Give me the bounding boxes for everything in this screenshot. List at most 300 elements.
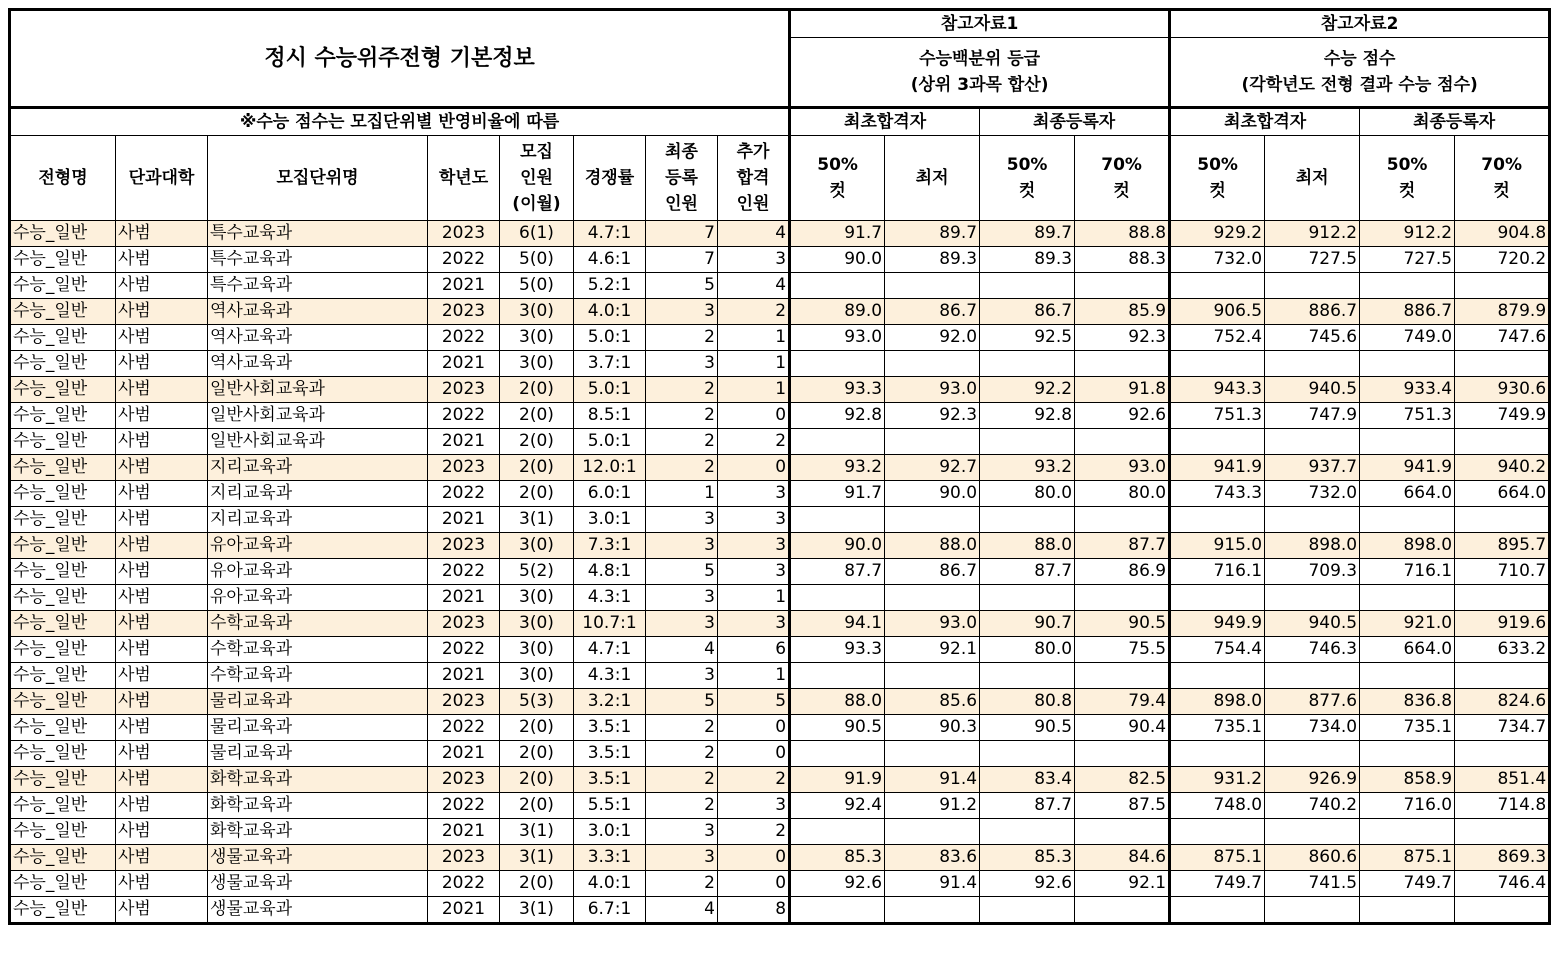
cell-ref1-first-50: 91.7	[790, 481, 885, 507]
cell-ref2-first-50	[1170, 897, 1265, 924]
cell-additional: 5	[718, 689, 790, 715]
cell-ref2-first-min: 937.7	[1265, 455, 1360, 481]
cell-ref2-final-50: 751.3	[1360, 403, 1455, 429]
cell-quota: 5(0)	[500, 273, 574, 299]
cell-college: 사범	[116, 793, 208, 819]
cell-registered: 7	[646, 221, 718, 247]
cell-ref1-final-50: 80.8	[980, 689, 1075, 715]
cell-type: 수능_일반	[10, 481, 116, 507]
cell-ref1-final-50: 90.5	[980, 715, 1075, 741]
table-row	[10, 481, 1550, 507]
cell-unit: 물리교육과	[208, 689, 428, 715]
cell-ref2-final-50	[1360, 663, 1455, 689]
cell-college: 사범	[116, 481, 208, 507]
table-row	[10, 741, 1550, 767]
cell-additional: 6	[718, 637, 790, 663]
cell-year: 2022	[428, 715, 500, 741]
cell-additional: 8	[718, 897, 790, 924]
cell-ref2-final-70: 747.6	[1455, 325, 1550, 351]
cell-ref1-final-50: 93.2	[980, 455, 1075, 481]
cell-ref2-first-min: 740.2	[1265, 793, 1360, 819]
cell-ref2-first-min: 732.0	[1265, 481, 1360, 507]
cell-ref1-final-50: 92.2	[980, 377, 1075, 403]
cell-ref1-final-70: 93.0	[1075, 455, 1170, 481]
table-row	[10, 845, 1550, 871]
cell-ref1-first-min: 91.2	[885, 793, 980, 819]
cell-ref2-first-50	[1170, 663, 1265, 689]
cell-ref2-first-min: 912.2	[1265, 221, 1360, 247]
cell-ref1-first-min	[885, 741, 980, 767]
cell-type: 수능_일반	[10, 429, 116, 455]
cell-ref2-final-50: 875.1	[1360, 845, 1455, 871]
cell-type: 수능_일반	[10, 871, 116, 897]
cell-college: 사범	[116, 247, 208, 273]
cell-ref2-final-50	[1360, 429, 1455, 455]
cell-ref2-first-50	[1170, 351, 1265, 377]
table-title: 정시 수능위주전형 기본정보	[10, 10, 790, 108]
cell-ref2-final-50	[1360, 819, 1455, 845]
cell-type: 수능_일반	[10, 377, 116, 403]
cell-ref2-first-50: 929.2	[1170, 221, 1265, 247]
cell-ref1-final-50: 89.3	[980, 247, 1075, 273]
cell-ref2-final-70	[1455, 663, 1550, 689]
cell-year: 2021	[428, 897, 500, 924]
cell-additional: 3	[718, 481, 790, 507]
ref1-desc-line1: 수능백분위 등급	[919, 49, 1041, 69]
col-header-unit: 모집단위명	[208, 136, 428, 221]
cell-ref2-final-50: 664.0	[1360, 637, 1455, 663]
cell-ratio: 3.5:1	[574, 767, 646, 793]
cell-ref2-first-min: 745.6	[1265, 325, 1360, 351]
cell-year: 2021	[428, 819, 500, 845]
cell-ref1-final-70	[1075, 663, 1170, 689]
col-header-add-line2: 합격	[736, 168, 770, 188]
cell-ref2-first-50: 898.0	[1170, 689, 1265, 715]
cell-ref1-final-50: 86.7	[980, 299, 1075, 325]
cell-ratio: 4.3:1	[574, 663, 646, 689]
cell-ref1-first-50	[790, 507, 885, 533]
cell-ref2-first-50: 748.0	[1170, 793, 1265, 819]
cell-year: 2022	[428, 637, 500, 663]
cell-college: 사범	[116, 351, 208, 377]
cell-registered: 7	[646, 247, 718, 273]
cell-college: 사범	[116, 507, 208, 533]
cell-unit: 화학교육과	[208, 819, 428, 845]
cell-ref2-first-50: 751.3	[1170, 403, 1265, 429]
cell-quota: 3(0)	[500, 299, 574, 325]
cell-ref2-first-50	[1170, 819, 1265, 845]
table-row	[10, 507, 1550, 533]
cell-additional: 3	[718, 533, 790, 559]
cell-college: 사범	[116, 533, 208, 559]
cell-ref2-first-min: 741.5	[1265, 871, 1360, 897]
cell-ref2-final-70: 851.4	[1455, 767, 1550, 793]
cell-quota: 2(0)	[500, 715, 574, 741]
cell-ref1-final-70: 92.1	[1075, 871, 1170, 897]
table-row	[10, 351, 1550, 377]
cell-ref1-final-50	[980, 663, 1075, 689]
cell-ratio: 4.3:1	[574, 585, 646, 611]
cell-ref2-first-50	[1170, 585, 1265, 611]
cell-ref1-first-min	[885, 663, 980, 689]
cell-year: 2021	[428, 663, 500, 689]
cell-quota: 3(1)	[500, 897, 574, 924]
cell-registered: 1	[646, 481, 718, 507]
cell-quota: 3(0)	[500, 325, 574, 351]
cell-additional: 1	[718, 325, 790, 351]
cut-label: 50%	[817, 155, 858, 175]
table-row	[10, 559, 1550, 585]
cell-ref1-first-min: 86.7	[885, 559, 980, 585]
cell-ref2-first-50: 749.7	[1170, 871, 1265, 897]
cell-additional: 1	[718, 663, 790, 689]
cell-college: 사범	[116, 663, 208, 689]
col-header-reg-line1: 최종	[665, 142, 698, 162]
cell-unit: 생물교육과	[208, 845, 428, 871]
cell-additional: 0	[718, 741, 790, 767]
cell-unit: 일반사회교육과	[208, 429, 428, 455]
admission-table-container	[8, 8, 1551, 925]
col-header-reg-line2: 등록	[665, 168, 698, 188]
ref1-description	[790, 38, 1170, 108]
cell-ref1-final-70: 87.7	[1075, 533, 1170, 559]
cell-registered: 4	[646, 637, 718, 663]
ref2-desc-line1: 수능 점수	[1323, 49, 1396, 69]
cell-ref1-final-50	[980, 819, 1075, 845]
cell-registered: 5	[646, 273, 718, 299]
cell-ref2-final-70	[1455, 351, 1550, 377]
cell-registered: 4	[646, 897, 718, 924]
cell-ref2-final-70: 720.2	[1455, 247, 1550, 273]
table-row	[10, 533, 1550, 559]
cell-ref2-first-min: 734.0	[1265, 715, 1360, 741]
cell-ref2-final-50: 749.7	[1360, 871, 1455, 897]
cell-type: 수능_일반	[10, 351, 116, 377]
cell-unit: 지리교육과	[208, 481, 428, 507]
cell-unit: 역사교육과	[208, 325, 428, 351]
cut-label: 컷	[1018, 181, 1036, 201]
cell-ref1-first-min: 89.3	[885, 247, 980, 273]
cell-year: 2023	[428, 221, 500, 247]
cell-year: 2022	[428, 793, 500, 819]
cell-type: 수능_일반	[10, 741, 116, 767]
cell-ref2-first-min	[1265, 897, 1360, 924]
cell-type: 수능_일반	[10, 819, 116, 845]
cell-ref2-final-70	[1455, 741, 1550, 767]
cell-ref2-first-min: 860.6	[1265, 845, 1360, 871]
cell-unit: 수학교육과	[208, 637, 428, 663]
cell-ref1-final-70: 92.6	[1075, 403, 1170, 429]
cell-ref2-first-min	[1265, 429, 1360, 455]
cell-ref1-final-50: 80.0	[980, 637, 1075, 663]
cell-ref1-final-70	[1075, 429, 1170, 455]
cell-ref1-first-50	[790, 741, 885, 767]
cell-ref2-final-50: 898.0	[1360, 533, 1455, 559]
cell-ref1-first-50: 93.0	[790, 325, 885, 351]
cell-ref1-final-50	[980, 507, 1075, 533]
cut-label: 50%	[1006, 155, 1048, 175]
cell-quota: 2(0)	[500, 377, 574, 403]
cell-ref1-first-min: 93.0	[885, 611, 980, 637]
cut-label: 컷	[1493, 181, 1510, 201]
cell-quota: 2(0)	[500, 767, 574, 793]
cut-label: 컷	[1209, 181, 1226, 201]
cell-additional: 2	[718, 819, 790, 845]
cell-ref2-final-70	[1455, 507, 1550, 533]
col-header-ref1-final-70	[1075, 136, 1170, 221]
cell-ref2-first-min: 886.7	[1265, 299, 1360, 325]
table-row	[10, 611, 1550, 637]
cell-ref1-first-min: 92.0	[885, 325, 980, 351]
cell-ref2-final-70: 710.7	[1455, 559, 1550, 585]
cell-unit: 화학교육과	[208, 793, 428, 819]
cell-ref1-first-50	[790, 585, 885, 611]
cell-ratio: 3.5:1	[574, 715, 646, 741]
table-row	[10, 377, 1550, 403]
cell-ref1-final-70: 91.8	[1075, 377, 1170, 403]
cell-type: 수능_일반	[10, 325, 116, 351]
cell-year: 2022	[428, 403, 500, 429]
cell-college: 사범	[116, 221, 208, 247]
cell-registered: 2	[646, 429, 718, 455]
cell-ref2-first-min: 746.3	[1265, 637, 1360, 663]
col-header-add-line3: 인원	[736, 194, 770, 214]
cell-ref1-first-min: 86.7	[885, 299, 980, 325]
col-header-quota-line1: 모집	[520, 142, 553, 162]
cell-ref2-final-50: 716.0	[1360, 793, 1455, 819]
cell-ref2-final-70: 895.7	[1455, 533, 1550, 559]
cell-additional: 3	[718, 507, 790, 533]
cell-quota: 3(1)	[500, 845, 574, 871]
table-row	[10, 767, 1550, 793]
cell-ratio: 3.2:1	[574, 689, 646, 715]
cell-quota: 3(0)	[500, 351, 574, 377]
cell-ref2-first-min	[1265, 351, 1360, 377]
cell-ref2-first-50: 875.1	[1170, 845, 1265, 871]
cell-quota: 3(0)	[500, 663, 574, 689]
cell-unit: 지리교육과	[208, 455, 428, 481]
cell-ref2-final-70: 749.9	[1455, 403, 1550, 429]
cell-ref1-final-70: 82.5	[1075, 767, 1170, 793]
cell-year: 2021	[428, 429, 500, 455]
cell-ref1-first-50: 88.0	[790, 689, 885, 715]
cell-ref2-final-50	[1360, 351, 1455, 377]
cell-ref1-final-70: 88.3	[1075, 247, 1170, 273]
cell-ref2-final-70	[1455, 429, 1550, 455]
cell-year: 2023	[428, 299, 500, 325]
cell-ratio: 6.7:1	[574, 897, 646, 924]
cell-year: 2023	[428, 377, 500, 403]
cell-year: 2023	[428, 689, 500, 715]
cut-label: 50%	[1197, 155, 1238, 175]
cell-ref1-first-min	[885, 351, 980, 377]
cell-ratio: 4.6:1	[574, 247, 646, 273]
cell-quota: 6(1)	[500, 221, 574, 247]
cell-additional: 3	[718, 793, 790, 819]
cell-ref1-final-50: 85.3	[980, 845, 1075, 871]
cell-ref1-first-min: 88.0	[885, 533, 980, 559]
cell-ref1-first-min	[885, 585, 980, 611]
cell-quota: 3(0)	[500, 585, 574, 611]
cell-ref1-final-70	[1075, 819, 1170, 845]
cell-registered: 2	[646, 377, 718, 403]
cell-ref2-first-min	[1265, 273, 1360, 299]
cell-unit: 수학교육과	[208, 611, 428, 637]
cell-registered: 2	[646, 455, 718, 481]
cell-quota: 3(0)	[500, 533, 574, 559]
col-header-ref1-first-min: 최저	[885, 136, 980, 221]
col-header-ratio: 경쟁률	[574, 136, 646, 221]
cell-ref2-final-70: 734.7	[1455, 715, 1550, 741]
cell-ref1-first-50: 93.2	[790, 455, 885, 481]
cell-ref2-first-min	[1265, 663, 1360, 689]
cell-ref2-first-min: 727.5	[1265, 247, 1360, 273]
ref1-desc-line2: (상위 3과목 합산)	[910, 75, 1049, 95]
col-header-quota-line2: 인원	[520, 168, 553, 188]
cell-ref2-first-min: 877.6	[1265, 689, 1360, 715]
table-row	[10, 325, 1550, 351]
cell-ref2-final-50: 933.4	[1360, 377, 1455, 403]
cell-ref1-final-50: 87.7	[980, 559, 1075, 585]
cell-college: 사범	[116, 325, 208, 351]
cell-ref2-first-min: 940.5	[1265, 377, 1360, 403]
cell-ref2-final-70: 746.4	[1455, 871, 1550, 897]
cell-ref1-final-50	[980, 585, 1075, 611]
cell-additional: 0	[718, 715, 790, 741]
table-row	[10, 221, 1550, 247]
cell-ref1-first-min	[885, 897, 980, 924]
ref2-final-registrants-header: 최종등록자	[1360, 108, 1550, 136]
cell-ref1-final-70: 79.4	[1075, 689, 1170, 715]
cell-ref2-final-50	[1360, 585, 1455, 611]
cell-registered: 3	[646, 845, 718, 871]
cell-registered: 5	[646, 559, 718, 585]
ref2-desc-line2: (각학년도 전형 결과 수능 점수)	[1241, 75, 1478, 95]
cell-college: 사범	[116, 455, 208, 481]
cell-quota: 5(0)	[500, 247, 574, 273]
cell-ref1-first-min	[885, 819, 980, 845]
cell-ref1-first-50: 91.9	[790, 767, 885, 793]
cell-ref2-final-50	[1360, 273, 1455, 299]
cell-registered: 3	[646, 663, 718, 689]
cell-unit: 유아교육과	[208, 559, 428, 585]
cell-college: 사범	[116, 273, 208, 299]
cell-ref2-final-70: 940.2	[1455, 455, 1550, 481]
cell-registered: 3	[646, 533, 718, 559]
cell-unit: 역사교육과	[208, 299, 428, 325]
cell-registered: 2	[646, 403, 718, 429]
cell-ref2-final-70	[1455, 819, 1550, 845]
cell-year: 2023	[428, 611, 500, 637]
cell-ref1-first-50: 92.6	[790, 871, 885, 897]
cell-ref2-first-50: 949.9	[1170, 611, 1265, 637]
cell-ref2-first-50	[1170, 507, 1265, 533]
cell-ref2-first-50: 915.0	[1170, 533, 1265, 559]
cell-ref2-final-50: 727.5	[1360, 247, 1455, 273]
cell-ref1-final-70: 80.0	[1075, 481, 1170, 507]
cell-ref1-first-min: 91.4	[885, 767, 980, 793]
table-row	[10, 455, 1550, 481]
cell-year: 2023	[428, 845, 500, 871]
cell-ref1-first-min: 85.6	[885, 689, 980, 715]
cell-ref2-final-70: 633.2	[1455, 637, 1550, 663]
cell-unit: 생물교육과	[208, 871, 428, 897]
cell-quota: 2(0)	[500, 741, 574, 767]
cell-additional: 1	[718, 351, 790, 377]
cell-ref1-first-min	[885, 429, 980, 455]
cell-ref1-final-50: 88.0	[980, 533, 1075, 559]
cell-ratio: 6.0:1	[574, 481, 646, 507]
cell-ref2-first-50: 931.2	[1170, 767, 1265, 793]
cell-college: 사범	[116, 299, 208, 325]
cell-type: 수능_일반	[10, 273, 116, 299]
table-body	[10, 221, 1550, 924]
cell-ref1-first-50: 89.0	[790, 299, 885, 325]
cell-registered: 3	[646, 585, 718, 611]
cell-college: 사범	[116, 741, 208, 767]
cell-ref2-final-50: 749.0	[1360, 325, 1455, 351]
table-row	[10, 585, 1550, 611]
cell-additional: 4	[718, 273, 790, 299]
cell-ratio: 3.3:1	[574, 845, 646, 871]
cell-ref2-first-50: 754.4	[1170, 637, 1265, 663]
cell-quota: 2(0)	[500, 871, 574, 897]
cell-registered: 2	[646, 793, 718, 819]
cell-ref1-final-70: 90.4	[1075, 715, 1170, 741]
cell-type: 수능_일반	[10, 663, 116, 689]
cell-ref2-final-50: 836.8	[1360, 689, 1455, 715]
cell-unit: 지리교육과	[208, 507, 428, 533]
cell-ref1-first-50	[790, 429, 885, 455]
cell-ref1-first-50: 85.3	[790, 845, 885, 871]
cell-registered: 2	[646, 767, 718, 793]
cell-college: 사범	[116, 819, 208, 845]
cell-ref1-first-min: 92.3	[885, 403, 980, 429]
cell-type: 수능_일반	[10, 299, 116, 325]
cell-ref1-final-50: 80.0	[980, 481, 1075, 507]
cell-ref1-final-50	[980, 351, 1075, 377]
cell-ref1-first-50: 93.3	[790, 637, 885, 663]
cell-ratio: 7.3:1	[574, 533, 646, 559]
cell-ref1-first-50: 92.4	[790, 793, 885, 819]
cell-ref1-final-50: 90.7	[980, 611, 1075, 637]
cell-ref1-final-50	[980, 897, 1075, 924]
cell-ref2-final-70: 904.8	[1455, 221, 1550, 247]
cell-ref2-final-50	[1360, 897, 1455, 924]
cell-year: 2021	[428, 507, 500, 533]
cell-additional: 0	[718, 455, 790, 481]
cell-ref2-final-50: 858.9	[1360, 767, 1455, 793]
cell-ref1-first-50: 87.7	[790, 559, 885, 585]
cell-ref2-first-50	[1170, 741, 1265, 767]
cell-year: 2022	[428, 481, 500, 507]
cell-ref1-final-70	[1075, 741, 1170, 767]
cell-quota: 2(0)	[500, 429, 574, 455]
cell-additional: 2	[718, 299, 790, 325]
cell-college: 사범	[116, 429, 208, 455]
cell-ref1-final-50: 92.6	[980, 871, 1075, 897]
cell-college: 사범	[116, 637, 208, 663]
cell-ref1-first-50: 92.8	[790, 403, 885, 429]
cell-ref1-first-min: 89.7	[885, 221, 980, 247]
col-header-additional	[718, 136, 790, 221]
cut-label: 50%	[1386, 155, 1428, 175]
cell-unit: 수학교육과	[208, 663, 428, 689]
table-row	[10, 403, 1550, 429]
cell-unit: 물리교육과	[208, 741, 428, 767]
cell-type: 수능_일반	[10, 455, 116, 481]
col-header-ref2-final-70	[1455, 136, 1550, 221]
